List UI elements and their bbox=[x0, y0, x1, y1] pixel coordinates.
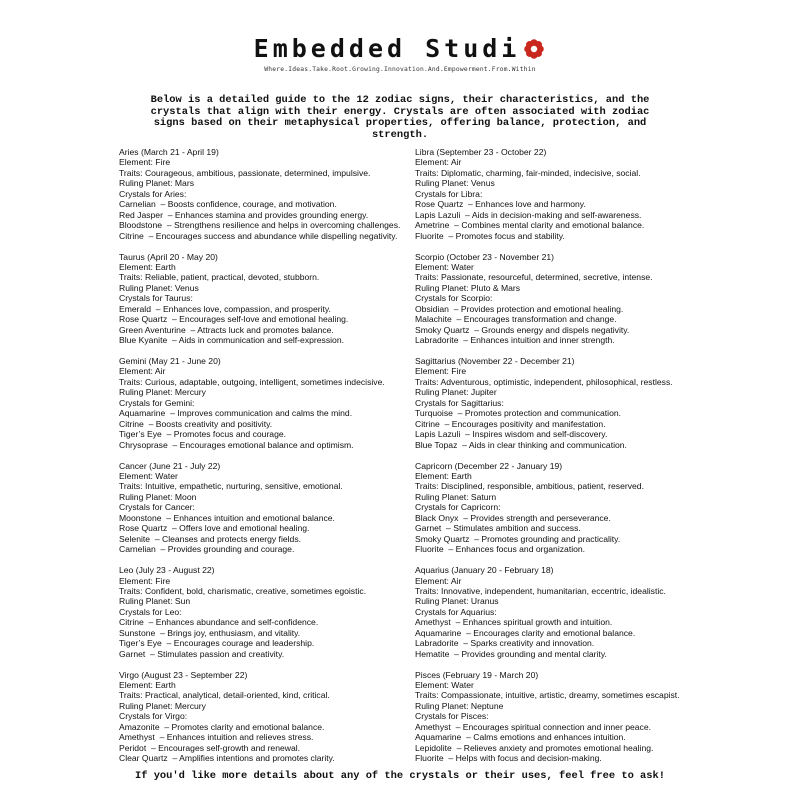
zodiac-line: Rose Quartz – Encourages self-love and emotional healing. bbox=[119, 314, 349, 325]
zodiac-heading: Scorpio (October 23 - November 21) bbox=[415, 251, 554, 262]
zodiac-line: Traits: Passionate, resourceful, determined, secretive, intense. bbox=[415, 272, 653, 283]
zodiac-heading: Leo (July 23 - August 22) bbox=[119, 565, 215, 576]
zodiac-line: Element: Earth bbox=[119, 680, 176, 691]
zodiac-line: Ruling Planet: Mercury bbox=[119, 700, 206, 711]
zodiac-line: Ametrine – Combines mental clarity and emotional balance. bbox=[415, 220, 645, 231]
zodiac-line: Element: Air bbox=[415, 157, 462, 168]
zodiac-section-aries bbox=[119, 147, 419, 241]
zodiac-heading: Virgo (August 23 - September 22) bbox=[119, 669, 248, 680]
brand-name: Embedded Studi bbox=[253, 34, 521, 63]
zodiac-line: Ruling Planet: Venus bbox=[119, 282, 199, 293]
zodiac-line: Aquamarine – Calms emotions and enhances intuition. bbox=[415, 732, 626, 743]
zodiac-line: Lepidolite – Relieves anxiety and promotes emotional healing. bbox=[415, 742, 654, 753]
zodiac-line: Citrine – Enhances abundance and self-confidence. bbox=[119, 617, 319, 628]
zodiac-section-scorpio bbox=[415, 252, 715, 346]
zodiac-heading: Taurus (April 20 - May 20) bbox=[119, 251, 218, 262]
zodiac-line: Blue Kyanite – Aids in communication and self-expression. bbox=[119, 335, 344, 346]
zodiac-line: Ruling Planet: Moon bbox=[119, 491, 197, 502]
zodiac-line: Fluorite – Enhances focus and organization. bbox=[415, 544, 586, 555]
zodiac-heading: Sagittarius (November 22 - December 21) bbox=[415, 356, 575, 367]
zodiac-line: Traits: Disciplined, responsible, ambitious, patient, reserved. bbox=[415, 481, 644, 492]
zodiac-line: Traits: Practical, analytical, detail-oriented, kind, critical. bbox=[119, 690, 330, 701]
zodiac-line: Element: Earth bbox=[119, 261, 176, 272]
left-column bbox=[119, 147, 419, 774]
zodiac-line: Crystals for Capricorn: bbox=[415, 502, 501, 513]
zodiac-section-libra bbox=[415, 147, 715, 241]
zodiac-section-taurus bbox=[119, 252, 419, 346]
zodiac-line: Emerald – Enhances love, compassion, and prosperity. bbox=[119, 303, 331, 314]
zodiac-line: Clear Quartz – Amplifies intentions and promotes clarity. bbox=[119, 753, 335, 764]
intro-paragraph: Below is a detailed guide to the 12 zodiac signs, their characteristics, and the crystals that align with their energy. Crystals are often associated with zodiac signs based on their metaphysical properties, offering balance, protection, and strength. bbox=[150, 94, 650, 141]
flower-icon bbox=[522, 37, 546, 61]
zodiac-line: Ruling Planet: Pluto & Mars bbox=[415, 282, 521, 293]
zodiac-line: Ruling Planet: Neptune bbox=[415, 700, 504, 711]
zodiac-line: Crystals for Virgo: bbox=[119, 711, 188, 722]
zodiac-line: Carnelian – Boosts confidence, courage, and motivation. bbox=[119, 199, 337, 210]
zodiac-line: Element: Air bbox=[119, 366, 166, 377]
zodiac-section-pisces bbox=[415, 670, 715, 764]
zodiac-line: Element: Fire bbox=[119, 157, 171, 168]
zodiac-line: Aquamarine – Encourages clarity and emotional balance. bbox=[415, 627, 636, 638]
zodiac-line: Element: Fire bbox=[415, 366, 467, 377]
zodiac-line: Garnet – Stimulates ambition and success. bbox=[415, 523, 581, 534]
zodiac-line: Ruling Planet: Saturn bbox=[415, 491, 497, 502]
zodiac-heading: Gemini (May 21 - June 20) bbox=[119, 356, 221, 367]
zodiac-line: Traits: Courageous, ambitious, passionate, determined, impulsive. bbox=[119, 167, 371, 178]
zodiac-line: Ruling Planet: Uranus bbox=[415, 596, 499, 607]
zodiac-line: Element: Water bbox=[415, 680, 474, 691]
zodiac-line: Ruling Planet: Jupiter bbox=[415, 387, 497, 398]
zodiac-line: Labradorite – Sparks creativity and innovation. bbox=[415, 638, 595, 649]
zodiac-line: Obsidian – Provides protection and emotional healing. bbox=[415, 303, 624, 314]
zodiac-line: Traits: Innovative, independent, humanitarian, eccentric, idealistic. bbox=[415, 585, 666, 596]
zodiac-line: Traits: Reliable, patient, practical, devoted, stubborn. bbox=[119, 272, 320, 283]
zodiac-line: Blue Topaz – Aids in clear thinking and communication. bbox=[415, 439, 627, 450]
zodiac-heading: Libra (September 23 - October 22) bbox=[415, 147, 547, 157]
page-header bbox=[0, 34, 800, 73]
zodiac-line: Ruling Planet: Venus bbox=[415, 178, 495, 189]
zodiac-heading: Aries (March 21 - April 19) bbox=[119, 147, 219, 157]
zodiac-line: Red Jasper – Enhances stamina and provides grounding energy. bbox=[119, 209, 369, 220]
zodiac-line: Chrysoprase – Encourages emotional balance and optimism. bbox=[119, 439, 354, 450]
zodiac-line: Citrine – Boosts creativity and positivity. bbox=[119, 418, 273, 429]
brand-tagline: Where.Ideas.Take.Root.Growing.Innovation.And.Empowerment.From.Within bbox=[264, 66, 536, 73]
brand-logo bbox=[254, 34, 547, 63]
zodiac-section-capricorn bbox=[415, 461, 715, 555]
zodiac-line: Amethyst – Enhances intuition and relieves stress. bbox=[119, 732, 314, 743]
zodiac-line: Crystals for Taurus: bbox=[119, 293, 193, 304]
zodiac-line: Element: Fire bbox=[119, 575, 171, 586]
zodiac-line: Malachite – Encourages transformation and change. bbox=[415, 314, 617, 325]
zodiac-line: Element: Air bbox=[415, 575, 462, 586]
zodiac-line: Labradorite – Enhances intuition and inner strength. bbox=[415, 335, 615, 346]
zodiac-line: Green Aventurine – Attracts luck and promotes balance. bbox=[119, 324, 334, 335]
zodiac-section-aquarius bbox=[415, 565, 715, 659]
zodiac-line: Ruling Planet: Mercury bbox=[119, 387, 206, 398]
zodiac-section-gemini bbox=[119, 356, 419, 450]
zodiac-line: Bloodstone – Strengthens resilience and helps in overcoming challenges. bbox=[119, 220, 401, 231]
zodiac-line: Traits: Diplomatic, charming, fair-minded, indecisive, social. bbox=[415, 167, 641, 178]
zodiac-line: Lapis Lazuli – Inspires wisdom and self-discovery. bbox=[415, 429, 608, 440]
zodiac-line: Crystals for Aquarius: bbox=[415, 606, 497, 617]
zodiac-line: Crystals for Cancer: bbox=[119, 502, 195, 513]
zodiac-heading: Aquarius (January 20 - February 18) bbox=[415, 565, 554, 576]
zodiac-heading: Capricorn (December 22 - January 19) bbox=[415, 460, 563, 471]
zodiac-line: Traits: Confident, bold, charismatic, creative, sometimes egoistic. bbox=[119, 585, 367, 596]
zodiac-line: Fluorite – Helps with focus and decision-making. bbox=[415, 753, 602, 764]
zodiac-line: Smoky Quartz – Grounds energy and dispels negativity. bbox=[415, 324, 630, 335]
zodiac-line: Peridot – Encourages self-growth and renewal. bbox=[119, 742, 301, 753]
zodiac-line: Traits: Compassionate, intuitive, artistic, dreamy, sometimes escapist. bbox=[415, 690, 680, 701]
zodiac-line: Aquamarine – Improves communication and calms the mind. bbox=[119, 408, 353, 419]
zodiac-line: Tiger’s Eye – Promotes focus and courage. bbox=[119, 429, 287, 440]
zodiac-line: Ruling Planet: Sun bbox=[119, 596, 191, 607]
zodiac-line: Hematite – Provides grounding and mental clarity. bbox=[415, 648, 607, 659]
zodiac-section-cancer bbox=[119, 461, 419, 555]
zodiac-line: Tiger’s Eye – Encourages courage and leadership. bbox=[119, 638, 315, 649]
zodiac-line: Fluorite – Promotes focus and stability. bbox=[415, 230, 565, 241]
zodiac-line: Sunstone – Brings joy, enthusiasm, and vitality. bbox=[119, 627, 301, 638]
zodiac-line: Crystals for Sagittarius: bbox=[415, 397, 504, 408]
zodiac-line: Crystals for Leo: bbox=[119, 606, 182, 617]
zodiac-line: Black Onyx – Provides strength and perseverance. bbox=[415, 512, 611, 523]
zodiac-line: Ruling Planet: Mars bbox=[119, 178, 194, 189]
zodiac-line: Citrine – Encourages positivity and manifestation. bbox=[415, 418, 606, 429]
zodiac-line: Crystals for Gemini: bbox=[119, 397, 195, 408]
zodiac-line: Lapis Lazuli – Aids in decision-making and self-awareness. bbox=[415, 209, 642, 220]
zodiac-section-sagittarius bbox=[415, 356, 715, 450]
zodiac-line: Traits: Adventurous, optimistic, independent, philosophical, restless. bbox=[415, 376, 673, 387]
zodiac-line: Turquoise – Promotes protection and communication. bbox=[415, 408, 622, 419]
zodiac-line: Amazonite – Promotes clarity and emotional balance. bbox=[119, 721, 325, 732]
zodiac-line: Traits: Intuitive, empathetic, nurturing, sensitive, emotional. bbox=[119, 481, 343, 492]
zodiac-line: Smoky Quartz – Promotes grounding and practicality. bbox=[415, 533, 621, 544]
zodiac-line: Amethyst – Enhances spiritual growth and intuition. bbox=[415, 617, 613, 628]
zodiac-line: Traits: Curious, adaptable, outgoing, intelligent, sometimes indecisive. bbox=[119, 376, 385, 387]
zodiac-section-virgo bbox=[119, 670, 419, 764]
zodiac-heading: Cancer (June 21 - July 22) bbox=[119, 460, 221, 471]
zodiac-line: Selenite – Cleanses and protects energy fields. bbox=[119, 533, 302, 544]
zodiac-line: Element: Earth bbox=[415, 471, 472, 481]
zodiac-line: Rose Quartz – Enhances love and harmony. bbox=[415, 199, 586, 210]
zodiac-line: Moonstone – Enhances intuition and emotional balance. bbox=[119, 512, 335, 523]
zodiac-line: Carnelian – Provides grounding and courage. bbox=[119, 544, 295, 555]
zodiac-line: Element: Water bbox=[415, 261, 474, 272]
zodiac-line: Crystals for Scorpio: bbox=[415, 293, 493, 304]
zodiac-line: Garnet – Stimulates passion and creativity. bbox=[119, 648, 285, 659]
zodiac-line: Crystals for Aries: bbox=[119, 188, 187, 199]
footer-note: If you'd like more details about any of the crystals or their uses, feel free to ask! bbox=[134, 770, 665, 782]
zodiac-section-leo bbox=[119, 565, 419, 659]
right-column bbox=[415, 147, 715, 774]
zodiac-line: Crystals for Libra: bbox=[415, 188, 483, 199]
zodiac-heading: Pisces (February 19 - March 20) bbox=[415, 669, 539, 680]
zodiac-line: Crystals for Pisces: bbox=[415, 711, 489, 722]
zodiac-line: Element: Water bbox=[119, 471, 178, 481]
zodiac-line: Rose Quartz – Offers love and emotional healing. bbox=[119, 523, 310, 534]
zodiac-line: Amethyst – Encourages spiritual connection and inner peace. bbox=[415, 721, 651, 732]
zodiac-line: Citrine – Encourages success and abundance while dispelling negativity. bbox=[119, 230, 398, 241]
